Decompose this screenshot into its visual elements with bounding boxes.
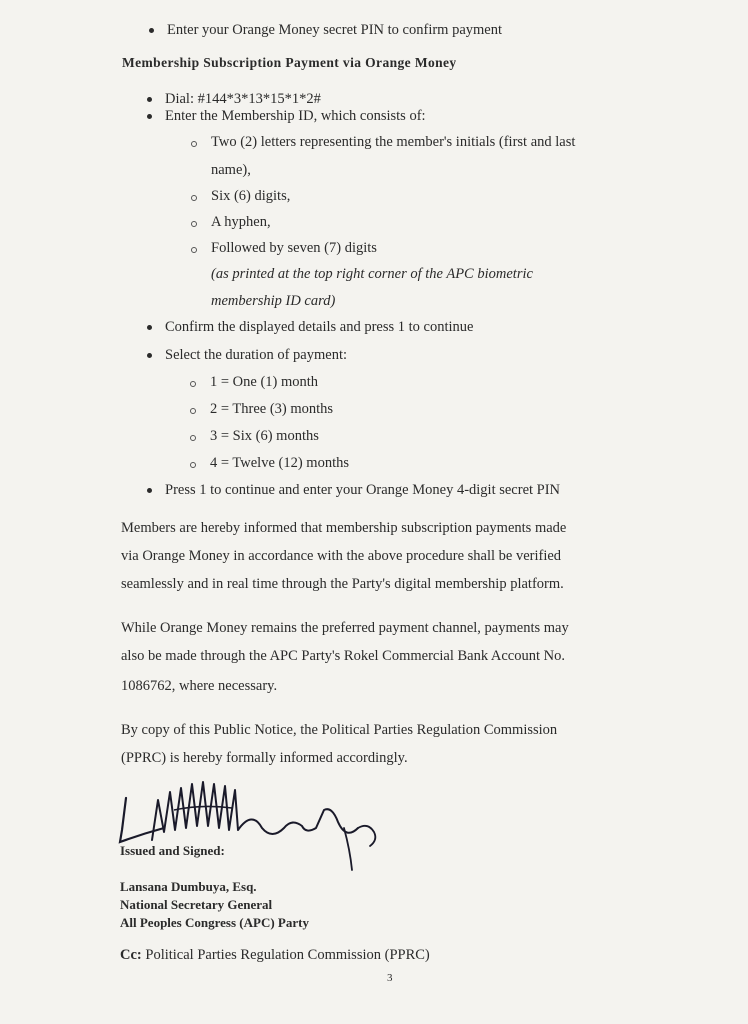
id-part-letters-cont: name),	[211, 162, 251, 178]
paragraph-verification-l2: via Orange Money in accordance with the above procedure shall be verified	[121, 548, 562, 564]
signatory-party: All Peoples Congress (APC) Party	[120, 915, 309, 930]
signatory-title: National Secretary General	[120, 897, 273, 912]
id-part-letters: Two (2) letters representing the member's initials (first and last	[211, 134, 576, 150]
paragraph-pprc-l2: (PPRC) is hereby formally informed accordingly.	[121, 750, 408, 766]
section-heading: Membership Subscription Payment via Orange Money	[122, 55, 457, 70]
cc-line	[120, 945, 430, 965]
id-part-hyphen: A hyphen,	[211, 214, 271, 230]
bullet-select-duration: Select the duration of payment:	[165, 347, 348, 363]
paragraph-pprc-l1: By copy of this Public Notice, the Political Parties Regulation Commission	[121, 722, 558, 738]
duration-option: 2 = Three (3) months	[210, 401, 334, 417]
bullet-confirm: Confirm the displayed details and press 1 to continue	[165, 319, 474, 335]
handwritten-signature	[112, 770, 412, 880]
bullet-enter-id: Enter the Membership ID, which consists of:	[165, 108, 426, 124]
issued-and-signed-label: Issued and Signed:	[120, 843, 225, 858]
id-part-digits: Six (6) digits,	[211, 188, 291, 204]
id-card-note-line1: (as printed at the top right corner of the APC biometric	[211, 266, 533, 282]
duration-option: 1 = One (1) month	[210, 374, 319, 390]
signatory-name: Lansana Dumbuya, Esq.	[120, 879, 257, 894]
duration-option: 4 = Twelve (12) months	[210, 455, 349, 471]
paragraph-bank-l3: 1086762, where necessary.	[121, 678, 278, 694]
id-part-seven-digits: Followed by seven (7) digits	[211, 240, 377, 256]
duration-option: 3 = Six (6) months	[210, 428, 319, 444]
bullet-dial: Dial: #144*3*13*15*1*2#	[165, 91, 321, 107]
page-number: 3	[387, 972, 393, 984]
cc-label: Cc:	[120, 947, 142, 963]
id-card-note-line2: membership ID card)	[211, 293, 336, 309]
paragraph-bank-l2: also be made through the APC Party's Rokel Commercial Bank Account No.	[121, 648, 565, 664]
bullet-enter-pin: Enter your Orange Money secret PIN to confirm payment	[167, 22, 503, 38]
cc-recipient: Political Parties Regulation Commission (PPRC)	[145, 947, 430, 963]
bullet-press-continue: Press 1 to continue and enter your Orange Money 4-digit secret PIN	[165, 482, 561, 498]
paragraph-verification-l1: Members are hereby informed that membership subscription payments made	[121, 520, 567, 536]
paragraph-verification-l3: seamlessly and in real time through the Party's digital membership platform.	[121, 576, 564, 592]
paragraph-bank-l1: While Orange Money remains the preferred payment channel, payments may	[121, 620, 569, 636]
